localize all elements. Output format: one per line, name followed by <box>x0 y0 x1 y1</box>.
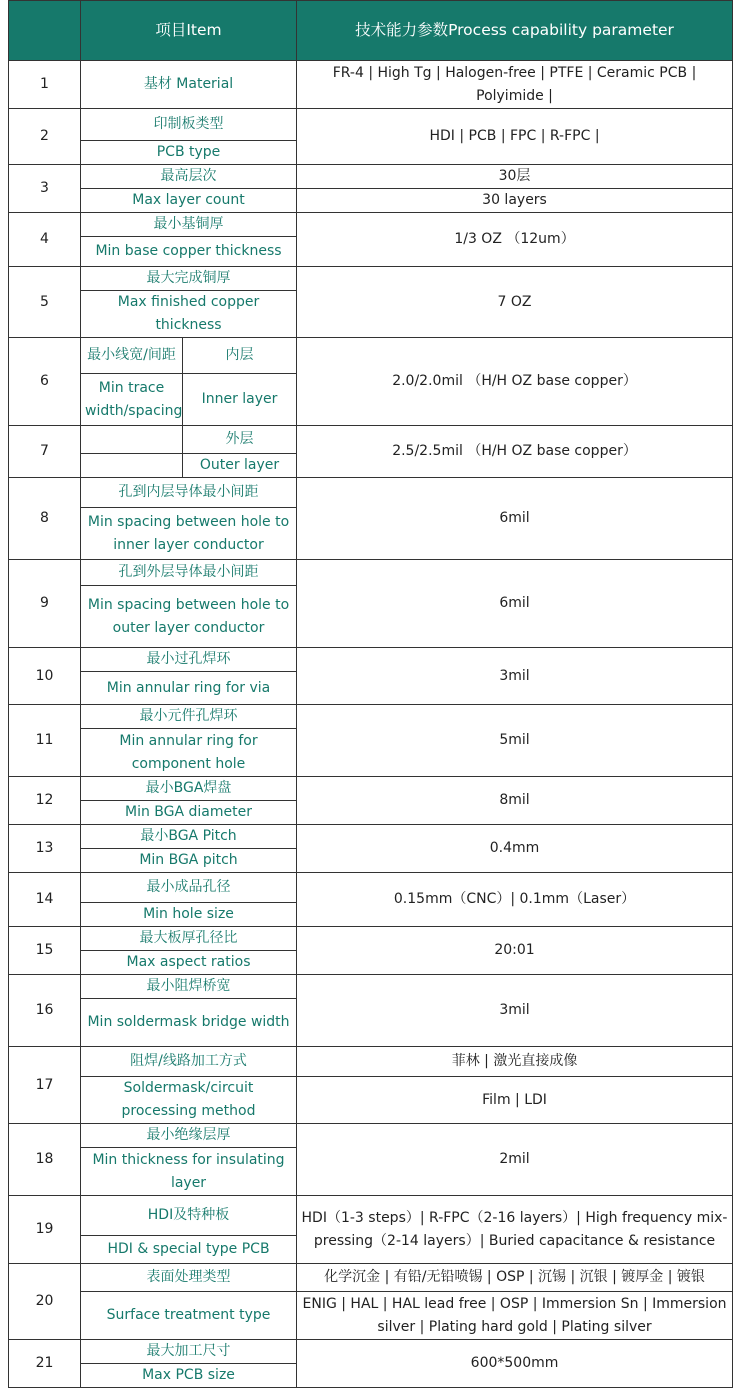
table-row <box>9 1047 733 1077</box>
parameter-value: 2.0/2.0mil （H/H OZ base copper） <box>297 338 733 426</box>
row-number: 6 <box>9 338 81 426</box>
item-label-cn: 最高层次 <box>81 165 297 189</box>
row-number: 2 <box>9 109 81 165</box>
item-label-cn: 最小绝缘层厚 <box>81 1124 297 1148</box>
empty-cell <box>81 426 183 454</box>
row-number: 17 <box>9 1047 81 1124</box>
parameter-value: FR-4 | High Tg | Halogen-free | PTFE | Ceramic PCB | Polyimide | <box>297 61 733 109</box>
row-number: 5 <box>9 267 81 338</box>
table-row <box>9 426 733 454</box>
item-label-en: Min soldermask bridge width <box>81 999 297 1047</box>
parameter-value: 3mil <box>297 648 733 705</box>
parameter-value: 2.5/2.5mil （H/H OZ base copper） <box>297 426 733 478</box>
header-row <box>9 1 733 61</box>
parameter-value: HDI | PCB | FPC | R-FPC | <box>297 109 733 165</box>
table-row <box>9 825 733 849</box>
row-number: 10 <box>9 648 81 705</box>
table-row <box>9 213 733 237</box>
item-label-en: Min BGA diameter <box>81 801 297 825</box>
row-number: 9 <box>9 560 81 648</box>
header-parameter: 技术能力参数Process capability parameter <box>297 1 733 61</box>
item-label-cn: 最小阻焊桥宽 <box>81 975 297 999</box>
item-label-en: HDI & special type PCB <box>81 1236 297 1264</box>
row-number: 16 <box>9 975 81 1047</box>
row-number: 4 <box>9 213 81 267</box>
sub-label-cn: 外层 <box>183 426 297 454</box>
parameter-value-cn: 菲林 | 激光直接成像 <box>297 1047 733 1077</box>
item-label-en: Max finished copper thickness <box>81 291 297 338</box>
item-label-en: Min hole size <box>81 903 297 927</box>
row-number: 19 <box>9 1196 81 1264</box>
row-number: 1 <box>9 61 81 109</box>
item-label-cn: 最小线宽/间距 <box>81 338 183 374</box>
table-row <box>9 478 733 508</box>
parameter-value-cn: 化学沉金 | 有铅/无铅喷锡 | OSP | 沉锡 | 沉银 | 镀厚金 | 镀银 <box>297 1264 733 1292</box>
table-row <box>9 1340 733 1364</box>
item-label-en: Min spacing between hole to outer layer conductor <box>81 586 297 648</box>
table-row <box>9 165 733 189</box>
capability-table <box>8 0 733 1388</box>
parameter-value: 2mil <box>297 1124 733 1196</box>
parameter-value: 6mil <box>297 478 733 560</box>
item-label-cn: 最小基铜厚 <box>81 213 297 237</box>
row-number: 12 <box>9 777 81 825</box>
table-row <box>9 1196 733 1236</box>
item-label-cn: 最小成品孔径 <box>81 873 297 903</box>
sub-label-en: Outer layer <box>183 454 297 478</box>
row-number: 18 <box>9 1124 81 1196</box>
parameter-value: 30 layers <box>297 189 733 213</box>
table-row <box>9 338 733 374</box>
item-label-en: Min trace width/spacing <box>81 374 183 426</box>
sub-label-en: Inner layer <box>183 374 297 426</box>
parameter-value: 8mil <box>297 777 733 825</box>
item-label-cn: 最大完成铜厚 <box>81 267 297 291</box>
parameter-value: 0.15mm（CNC）| 0.1mm（Laser） <box>297 873 733 927</box>
item-label-cn: 最大加工尺寸 <box>81 1340 297 1364</box>
header-number-cell <box>9 1 81 61</box>
parameter-value: ENIG | HAL | HAL lead free | OSP | Immersion Sn | Immersion silver | Plating hard gold | Plating silver <box>297 1292 733 1340</box>
table-row <box>9 189 733 213</box>
item-label-en: Min base copper thickness <box>81 237 297 267</box>
row-number: 20 <box>9 1264 81 1340</box>
item-label-en: Min spacing between hole to inner layer conductor <box>81 508 297 560</box>
table-row <box>9 61 733 109</box>
table-row <box>9 1124 733 1148</box>
parameter-value: 0.4mm <box>297 825 733 873</box>
item-label-en: Max PCB size <box>81 1364 297 1388</box>
row-number: 11 <box>9 705 81 777</box>
item-label-cn: 孔到内层导体最小间距 <box>81 478 297 508</box>
item-label-cn: 印制板类型 <box>81 109 297 141</box>
table-row <box>9 777 733 801</box>
table-row <box>9 109 733 141</box>
parameter-value: 3mil <box>297 975 733 1047</box>
header-item: 项目Item <box>81 1 297 61</box>
table-row <box>9 705 733 729</box>
item-label-cn: 最小BGA Pitch <box>81 825 297 849</box>
item-label-cn: 最小元件孔焊环 <box>81 705 297 729</box>
sub-label-cn: 内层 <box>183 338 297 374</box>
table-row <box>9 1077 733 1124</box>
item-label-cn: 表面处理类型 <box>81 1264 297 1292</box>
row-number: 14 <box>9 873 81 927</box>
parameter-value: 5mil <box>297 705 733 777</box>
row-number: 21 <box>9 1340 81 1388</box>
table-row <box>9 1292 733 1340</box>
table-row <box>9 927 733 951</box>
item-label: 基材 Material <box>81 61 297 109</box>
item-label-en: Surface treatment type <box>81 1292 297 1340</box>
table-row <box>9 873 733 903</box>
row-number: 13 <box>9 825 81 873</box>
item-label-en: Min BGA pitch <box>81 849 297 873</box>
row-number: 3 <box>9 165 81 213</box>
parameter-value: 7 OZ <box>297 267 733 338</box>
row-number: 7 <box>9 426 81 478</box>
item-label-cn: 最小BGA焊盘 <box>81 777 297 801</box>
row-number: 8 <box>9 478 81 560</box>
parameter-value: 600*500mm <box>297 1340 733 1388</box>
item-label-cn: 最小过孔焊环 <box>81 648 297 672</box>
empty-cell <box>81 454 183 478</box>
item-label-cn: 最大板厚孔径比 <box>81 927 297 951</box>
table-row <box>9 1264 733 1292</box>
parameter-value: 1/3 OZ （12um） <box>297 213 733 267</box>
item-label-en: Min annular ring for component hole <box>81 729 297 777</box>
parameter-value: 20:01 <box>297 927 733 975</box>
item-label-en: PCB type <box>81 141 297 165</box>
item-label-cn: 阻焊/线路加工方式 <box>81 1047 297 1077</box>
item-label-cn: HDI及特种板 <box>81 1196 297 1236</box>
item-label-en: Min annular ring for via <box>81 672 297 705</box>
item-label-en: Soldermask/circuit processing method <box>81 1077 297 1124</box>
item-label-cn: 孔到外层导体最小间距 <box>81 560 297 586</box>
parameter-value: HDI（1-3 steps）| R-FPC（2-16 layers）| High frequency mix-pressing（2-14 layers）| Buried capacitance & resistance <box>297 1196 733 1264</box>
table-row <box>9 560 733 586</box>
parameter-value: 6mil <box>297 560 733 648</box>
table-row <box>9 975 733 999</box>
table-row <box>9 267 733 291</box>
parameter-value-cn: 30层 <box>297 165 733 189</box>
item-label-en: Max aspect ratios <box>81 951 297 975</box>
row-number: 15 <box>9 927 81 975</box>
item-label-en: Min thickness for insulating layer <box>81 1148 297 1196</box>
item-label-en: Max layer count <box>81 189 297 213</box>
parameter-value: Film | LDI <box>297 1077 733 1124</box>
table-row <box>9 648 733 672</box>
